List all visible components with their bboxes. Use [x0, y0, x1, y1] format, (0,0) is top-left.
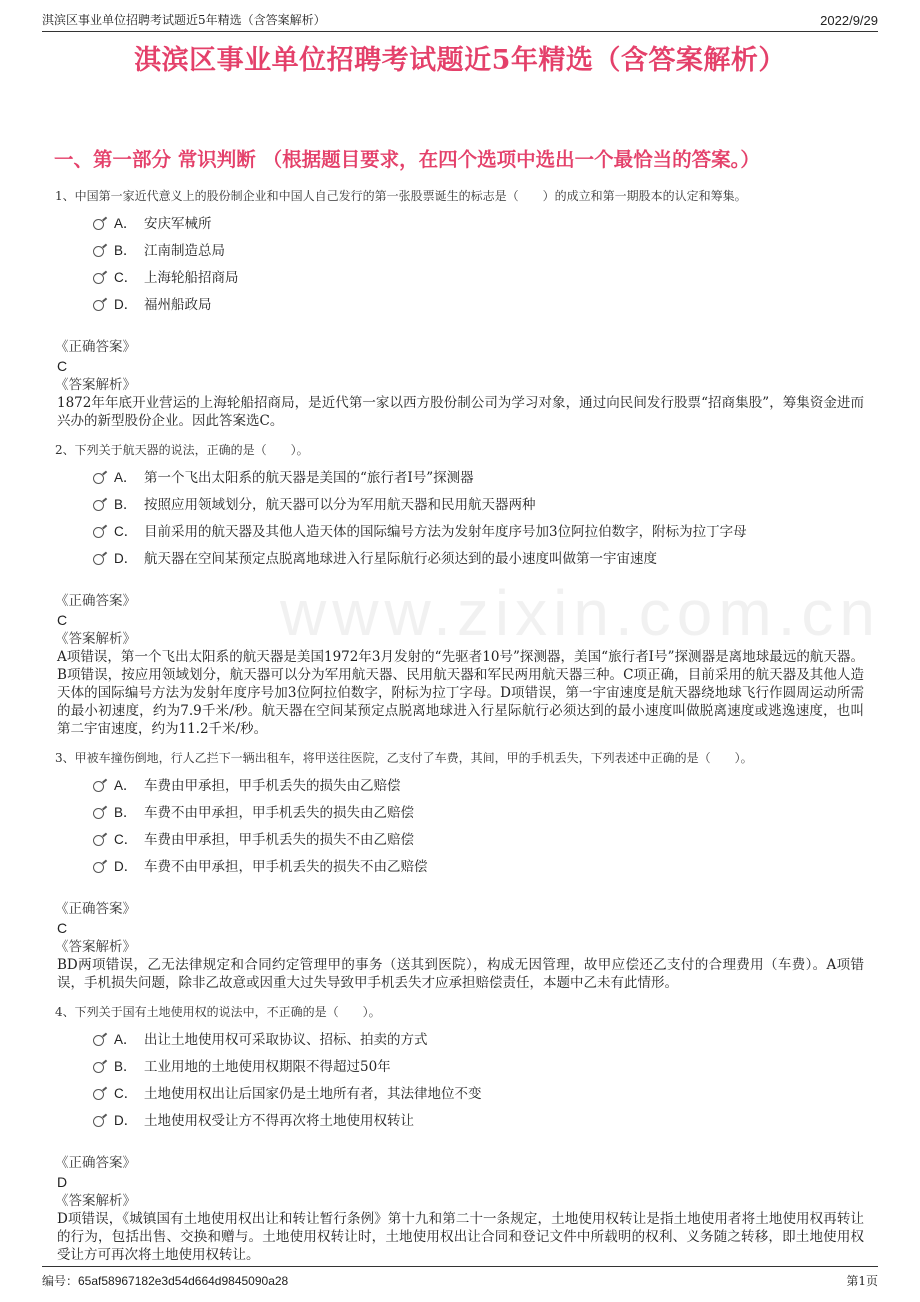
answer-label: 《正确答案》	[55, 901, 136, 917]
option-d[interactable]	[93, 851, 864, 878]
answer-label: 《正确答案》	[55, 339, 136, 355]
page-header	[42, 12, 878, 32]
option-text: 第一个飞出太阳系的航天器是美国的“旅行者I号”探测器	[144, 469, 474, 486]
page-footer	[42, 1266, 878, 1289]
radio-icon[interactable]	[93, 1035, 104, 1046]
option-d[interactable]	[93, 1105, 864, 1132]
option-text: 目前采用的航天器及其他人造天体的国际编号方法为发射年度序号加3位阿拉伯数字，附标为拉丁字母	[144, 523, 747, 540]
analysis-text: A项错误，第一个飞出太阳系的航天器是美国1972年3月发射的“先驱者10号”探测器，美国“旅行者I号”探测器是离地球最远的航天器。B项错误，按应用领域划分，航天器可以分为军用航天器、民用航天器和军民两用航天器三种。C项正确，目前采用的航天器及其他人造天体的国际编号方法为发射年度序号加3位阿拉伯数字，附标为拉丁字母。D项错误，第一宇宙速度是航天器绕地球飞行作圆周运动所需的最小初速度，约为7.9千米/秒。航天器在空间某预定点脱离地球进入行星际航行必须达到的最小速度叫做脱离速度或逃逸速度，也叫第二宇宙速度，约为11.2千米/秒。	[57, 649, 864, 737]
document-code: 编号：65af58967182e3d54d664d9845090a28	[42, 1274, 289, 1288]
question-stem: 3、甲被车撞伤倒地，行人乙拦下一辆出租车，将甲送往医院，乙支付了车费，其间，甲的手机丢失，下列表述中正确的是（ ）。	[55, 751, 753, 765]
answer-value: C	[57, 920, 68, 936]
analysis-label: 《答案解析》	[55, 1193, 136, 1209]
option-list	[93, 1024, 864, 1132]
analysis-text: D项错误，《城镇国有土地使用权出让和转让暂行条例》第十九和第二十一条规定，土地使用权转让是指土地使用者将土地使用权再转让的行为，包括出售、交换和赠与。土地使用权转让时，土地使用权出让合同和登记文件中所载明的权利、义务随之转移，即土地使用权受让方可再次将土地使用权转让。	[57, 1211, 864, 1263]
option-letter: A．	[114, 1031, 137, 1047]
answer-block	[55, 900, 864, 992]
option-letter: D．	[114, 858, 138, 874]
option-letter: C．	[114, 1085, 138, 1101]
analysis-label: 《答案解析》	[55, 631, 136, 647]
option-list	[93, 462, 864, 570]
radio-icon[interactable]	[93, 862, 104, 873]
answer-label: 《正确答案》	[55, 1155, 136, 1171]
option-list	[93, 208, 864, 316]
question-stem: 2、下列关于航天器的说法，正确的是（ ）。	[55, 443, 309, 457]
option-letter: C．	[114, 269, 138, 285]
option-c[interactable]	[93, 824, 864, 851]
option-b[interactable]	[93, 489, 864, 516]
analysis-text: BD两项错误，乙无法律规定和合同约定管理甲的事务（送其到医院），构成无因管理，故甲应偿还乙支付的合理费用（车费）。A项错误，手机损失问题，除非乙故意或因重大过失导致甲手机丢失才应承担赔偿责任，本题中乙未有此情形。	[57, 957, 864, 991]
option-letter: B．	[114, 804, 137, 820]
watermark: www.zixin.com.cn	[280, 577, 881, 649]
option-letter: B．	[114, 1058, 137, 1074]
option-text: 土地使用权出让后国家仍是土地所有者，其法律地位不变	[144, 1085, 482, 1102]
option-text: 工业用地的土地使用权期限不得超过50年	[144, 1058, 391, 1075]
analysis-label: 《答案解析》	[55, 939, 136, 955]
answer-block	[55, 338, 864, 430]
radio-icon[interactable]	[93, 500, 104, 511]
option-text: 航天器在空间某预定点脱离地球进入行星际航行必须达到的最小速度叫做第一宇宙速度	[144, 550, 657, 567]
option-list	[93, 770, 864, 878]
radio-icon[interactable]	[93, 1089, 104, 1100]
option-letter: D．	[114, 1112, 138, 1128]
option-a[interactable]	[93, 208, 864, 235]
question-list	[55, 186, 864, 1264]
header-doc-title: 淇滨区事业单位招聘考试题近5年精选（含答案解析）	[42, 13, 326, 27]
option-d[interactable]	[93, 543, 864, 570]
option-text: 福州船政局	[144, 296, 212, 313]
radio-icon[interactable]	[93, 781, 104, 792]
option-c[interactable]	[93, 1078, 864, 1105]
question-4	[55, 1002, 864, 1264]
header-date: 2022/9/29	[820, 13, 878, 28]
option-text: 车费由甲承担，甲手机丢失的损失由乙赔偿	[144, 777, 401, 794]
option-letter: A．	[114, 215, 137, 231]
option-letter: A．	[114, 777, 137, 793]
radio-icon[interactable]	[93, 1062, 104, 1073]
radio-icon[interactable]	[93, 527, 104, 538]
analysis-text: 1872年年底开业营运的上海轮船招商局，是近代第一家以西方股份制公司为学习对象，通过向民间发行股票“招商集股”，筹集资金进而兴办的新型股份企业。因此答案选C。	[57, 395, 864, 429]
radio-icon[interactable]	[93, 835, 104, 846]
radio-icon[interactable]	[93, 246, 104, 257]
option-c[interactable]	[93, 516, 864, 543]
page-number: 第1页	[846, 1274, 878, 1288]
page-title: 淇滨区事业单位招聘考试题近5年精选（含答案解析）	[134, 45, 786, 76]
option-text: 按照应用领域划分，航天器可以分为军用航天器和民用航天器两种	[144, 496, 536, 513]
radio-icon[interactable]	[93, 219, 104, 230]
option-text: 车费由甲承担，甲手机丢失的损失不由乙赔偿	[144, 831, 414, 848]
option-letter: B．	[114, 496, 137, 512]
option-a[interactable]	[93, 462, 864, 489]
option-letter: D．	[114, 296, 138, 312]
option-text: 车费不由甲承担，甲手机丢失的损失不由乙赔偿	[144, 858, 428, 875]
analysis-label: 《答案解析》	[55, 377, 136, 393]
option-a[interactable]	[93, 1024, 864, 1051]
option-text: 土地使用权受让方不得再次将土地使用权转让	[144, 1112, 414, 1129]
option-c[interactable]	[93, 262, 864, 289]
option-letter: C．	[114, 523, 138, 539]
question-2	[55, 440, 864, 738]
answer-value: C	[57, 358, 68, 374]
option-letter: C．	[114, 831, 138, 847]
question-1	[55, 186, 864, 430]
answer-value: C	[57, 612, 68, 628]
option-text: 车费不由甲承担，甲手机丢失的损失由乙赔偿	[144, 804, 414, 821]
answer-value: D	[57, 1174, 68, 1190]
option-b[interactable]	[93, 797, 864, 824]
option-letter: A．	[114, 469, 137, 485]
option-text: 江南制造总局	[144, 242, 225, 259]
answer-label: 《正确答案》	[55, 593, 136, 609]
radio-icon[interactable]	[93, 473, 104, 484]
option-d[interactable]	[93, 289, 864, 316]
option-b[interactable]	[93, 1051, 864, 1078]
option-letter: D．	[114, 550, 138, 566]
option-a[interactable]	[93, 770, 864, 797]
radio-icon[interactable]	[93, 300, 104, 311]
answer-block	[55, 592, 864, 738]
question-stem: 1、中国第一家近代意义上的股份制企业和中国人自己发行的第一张股票诞生的标志是（ ）的成立和第一期股本的认定和筹集。	[55, 189, 747, 203]
option-text: 安庆军械所	[144, 215, 212, 232]
question-stem: 4、下列关于国有土地使用权的说法中，不正确的是（ ）。	[55, 1005, 381, 1019]
section-title: 一、第一部分 常识判断 （根据题目要求，在四个选项中选出一个最恰当的答案。）	[54, 148, 760, 171]
question-3	[55, 748, 864, 992]
radio-icon[interactable]	[93, 554, 104, 565]
answer-block	[55, 1154, 864, 1264]
option-text: 出让土地使用权可采取协议、招标、拍卖的方式	[144, 1031, 428, 1048]
radio-icon[interactable]	[93, 273, 104, 284]
radio-icon[interactable]	[93, 1116, 104, 1127]
radio-icon[interactable]	[93, 808, 104, 819]
option-letter: B．	[114, 242, 137, 258]
option-text: 上海轮船招商局	[144, 269, 239, 286]
option-b[interactable]	[93, 235, 864, 262]
